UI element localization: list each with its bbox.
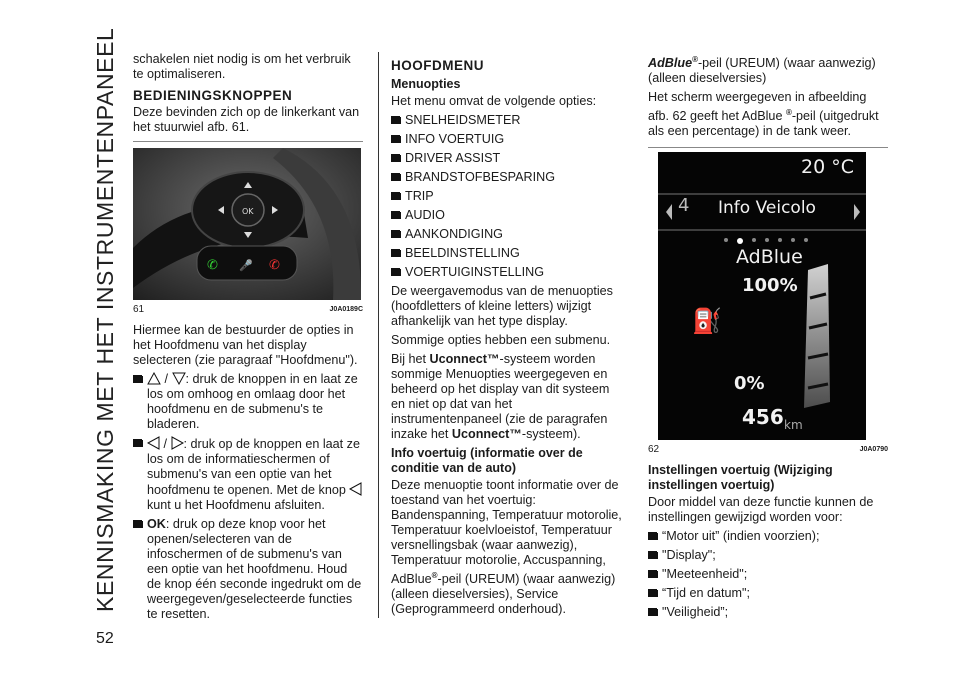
subheading-menu-options: Menuopties	[391, 77, 461, 91]
list-item: "Meeteenheid";	[648, 567, 888, 582]
instrument-display-figure	[658, 152, 866, 440]
paragraph: Deze menuoptie toont informatie over de toestand van het voertuig: Bandenspanning, Temperatuur motorolie, Temperatuur koelvloeistof, Temperatuur versnellingsbak (waar aanwezig), Temperatuur motorolie, Accuspanning, AdBlue®-peil (UREUM) (waar aanwezig) (alleen dieselversies), Service (Geprogrammeerd onderhoud).	[391, 478, 622, 617]
adblue-label: AdBlue	[736, 246, 803, 269]
steering-wheel-figure	[133, 148, 361, 300]
page-dots	[724, 238, 808, 244]
temperature-readout: 20 °C	[801, 156, 854, 179]
paragraph: De weergavemodus van de menuopties (hoofdletters of kleine letters) wijzigt afhankelijk van het type display.	[391, 284, 613, 328]
bullet-text: : druk op deze knop voor het openen/selecteren van de infoschermen of de submenu's van een optie van het hoofdmenu. Houd de knop één seconde ingedrukt om de weergegeven/geselecteerde functies te resetten.	[147, 517, 362, 621]
level-bottom-label: 0%	[734, 373, 765, 395]
paragraph-uconnect: Bij het Uconnect™-systeem worden sommige Menuopties weergegeven en beheerd op het display van dit systeem en niet op dat van het instrumentenpaneel (zie de paragrafen inzake het Uconnect™-systeem).	[391, 352, 610, 441]
paragraph: Deze bevinden zich op de linkerkant van het stuurwiel afb. 61.	[133, 105, 360, 134]
menu-title: Info Veicolo	[718, 198, 816, 219]
level-top-label: 100%	[742, 275, 798, 297]
svg-text:OK: OK	[242, 207, 254, 216]
bullet-text: : druk op de knoppen en laat ze los om de informatieschermen of submenu's van een optie van het hoofdmenu te openen. Met de knop	[147, 437, 360, 497]
svg-text:✆: ✆	[207, 258, 218, 273]
triangle-right-icon	[171, 436, 184, 450]
intro-text: schakelen niet nodig is om het verbruik te optimaliseren.	[133, 52, 351, 81]
list-item: TRIP	[391, 189, 623, 204]
list-item: SNELHEIDSMETER	[391, 113, 623, 128]
triangle-left-icon	[349, 482, 362, 496]
paragraph: Sommige opties hebben een submenu.	[391, 333, 611, 347]
figure-code: J0A0790	[859, 446, 888, 454]
chapter-side-title: KENNISMAKING MET HET INSTRUMENTENPANEEL	[92, 27, 118, 612]
column-2	[391, 52, 623, 621]
subheading-vehicle-info: Info voertuig (informatie over de conditie van de auto)	[391, 446, 583, 475]
list-item: “Tijd en datum";	[648, 586, 888, 601]
figure-top-rule	[648, 147, 888, 148]
bullet-up-down: / : druk de knoppen in en laat ze los om omhoog en omlaag door het hoofdmenu en de submenu's te bladeren.	[133, 372, 363, 432]
figure-top-rule	[133, 141, 363, 142]
section-heading-main-menu: HOOFDMENU	[391, 58, 484, 73]
range-unit: km	[784, 418, 803, 433]
page-dot	[804, 238, 808, 242]
list-item: “Motor uit” (indien voorzien);	[648, 529, 888, 544]
page-dot	[778, 238, 782, 242]
settings-list	[648, 529, 888, 620]
paragraph: Het menu omvat de volgende opties:	[391, 94, 597, 108]
page-dot	[752, 238, 756, 242]
paragraph: Het scherm weergegeven in afbeelding afb. 62 geeft het AdBlue ®-peil (uitgedrukt als een percentage) in de tank weer.	[648, 90, 879, 139]
range-value: 456	[742, 405, 784, 430]
figure-number: 61	[133, 304, 145, 315]
bullet-ok	[133, 517, 363, 622]
page-number: 52	[96, 630, 114, 647]
svg-text:✆: ✆	[269, 258, 280, 273]
paragraph: Door middel van deze functie kunnen de instellingen gewijzigd worden voor:	[648, 495, 874, 525]
bullet-text: : druk de knoppen in en laat ze los om omhoog en omlaag door het hoofdmenu en de submenu's te bladeren.	[147, 372, 358, 431]
figure-code: J0A0189C	[329, 306, 363, 313]
svg-text:🎤: 🎤	[239, 259, 253, 272]
ok-label: OK	[147, 517, 166, 531]
paragraph: Hiermee kan de bestuurder de opties in het Hoofdmenu van het display selecteren (zie paragraaf "Hoofdmenu").	[133, 323, 358, 367]
list-item: BEELDINSTELLING	[391, 246, 623, 261]
section-heading-buttons: BEDIENINGSKNOPPEN	[133, 88, 293, 103]
list-item: "Veiligheid”;	[648, 605, 888, 620]
triangle-left-icon	[147, 436, 160, 450]
list-item: BRANDSTOFBESPARING	[391, 170, 623, 185]
figure-number: 62	[648, 444, 660, 456]
triangle-up-icon	[147, 372, 161, 385]
bullet-left-right: / : druk op de knoppen en laat ze los om de informatieschermen of submenu's van een optie van het hoofdmenu te openen. Met de knop kunt u het Hoofdmenu afsluiten.	[133, 436, 363, 513]
figure-caption	[133, 302, 363, 317]
column-divider	[378, 52, 379, 618]
menu-options-list	[391, 113, 623, 280]
adblue-icon: ⛽	[692, 307, 722, 336]
list-item: DRIVER ASSIST	[391, 151, 623, 166]
page-dot	[724, 238, 728, 242]
page-dot	[765, 238, 769, 242]
list-item: AANKONDIGING	[391, 227, 623, 242]
column-1	[133, 52, 363, 626]
bullet-text: kunt u het Hoofdmenu afsluiten.	[147, 498, 325, 512]
figure-caption	[648, 442, 888, 457]
list-item: "Display";	[648, 548, 888, 563]
triangle-down-icon	[172, 372, 186, 385]
page-dot	[737, 238, 743, 244]
list-item: AUDIO	[391, 208, 623, 223]
paragraph: AdBlue®-peil (UREUM) (waar aanwezig) (alleen dieselversies)	[648, 55, 876, 86]
subheading-vehicle-settings: Instellingen voertuig (Wijziging instellingen voertuig)	[648, 463, 833, 493]
menu-index: 4	[678, 195, 690, 217]
page-dot	[791, 238, 795, 242]
list-item: VOERTUIGINSTELLING	[391, 265, 623, 280]
list-item: INFO VOERTUIG	[391, 132, 623, 147]
column-3	[648, 52, 888, 624]
